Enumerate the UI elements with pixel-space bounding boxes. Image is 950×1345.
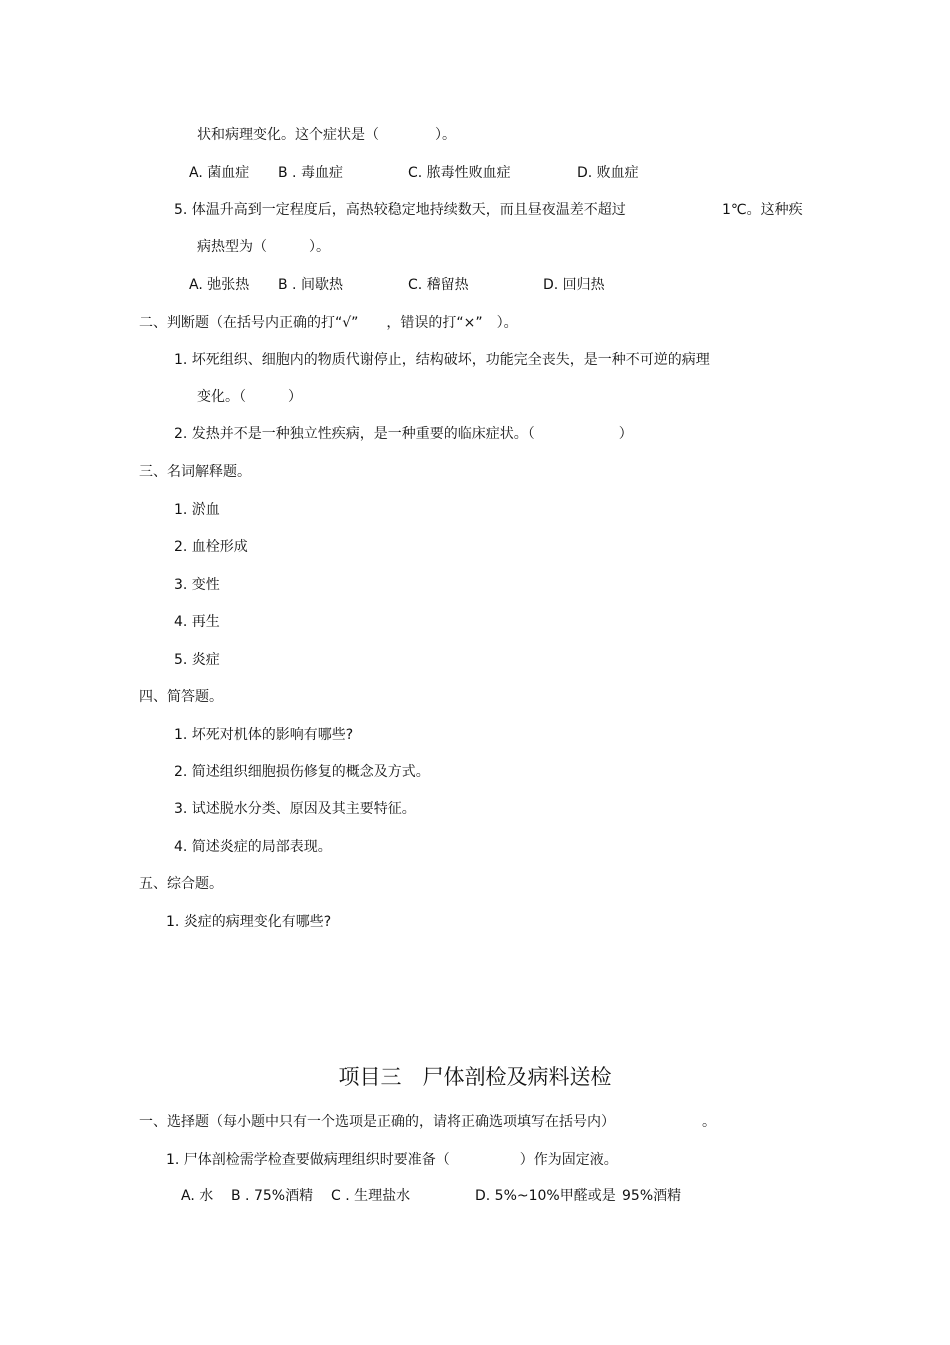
short-answer-item: 1. 坏死对机体的影响有哪些? [174, 727, 354, 743]
short-answer-item: 4. 简述炎症的局部表现。 [174, 839, 332, 855]
q5-option-d: D. 回归热 [543, 277, 605, 293]
choice-q1-option-d: D. 5%~10%甲醛或是 [475, 1188, 616, 1204]
project-title: 项目三 尸体剖检及病料送检 [338, 1065, 612, 1089]
section-heading-choice-tail: 。 [702, 1114, 716, 1130]
choice-q1-option-b: B . 75%酒精 [231, 1188, 314, 1204]
judgement-q2: 2. 发热并不是一种独立性疾病，是一种重要的临床症状。（ ） [174, 426, 633, 442]
q5-option-c: C. 稽留热 [408, 277, 469, 293]
term-item: 4. 再生 [174, 614, 220, 630]
q5-continuation: 病热型为（ ）。 [197, 239, 330, 255]
section-heading-short-answer: 四、简答题。 [139, 689, 223, 705]
section-heading-judgement: 二、判断题（在括号内正确的打“√” ，错误的打“×” ）。 [139, 315, 518, 331]
choice-q1-option-c: C . 生理盐水 [331, 1188, 411, 1204]
choice-q1-option-a: A. 水 [181, 1188, 214, 1204]
section-heading-terms: 三、名词解释题。 [139, 464, 251, 480]
section-heading-comprehensive: 五、综合题。 [139, 876, 223, 892]
q4-option-a: A. 菌血症 [189, 165, 250, 181]
section-heading-choice: 一、选择题（每小题中只有一个选项是正确的，请将正确选项填写在括号内） [139, 1114, 615, 1130]
q5-option-a: A. 弛张热 [189, 277, 250, 293]
q5-text: 5. 体温升高到一定程度后，高热较稳定地持续数天，而且昼夜温差不超过 [174, 202, 626, 218]
term-item: 1. 淤血 [174, 502, 220, 518]
term-item: 3. 变性 [174, 577, 220, 593]
judgement-q1-continuation: 变化。（ ） [197, 389, 302, 405]
q5-temperature: 1℃。这种疾 [722, 202, 803, 218]
term-item: 5. 炎症 [174, 652, 220, 668]
q4-option-d: D. 败血症 [577, 165, 639, 181]
q4-option-c: C. 脓毒性败血症 [408, 165, 511, 181]
choice-q1-option-d-alt: 95%酒精 [622, 1188, 682, 1204]
q5-option-b: B . 间歇热 [278, 277, 343, 293]
judgement-q1: 1. 坏死组织、细胞内的物质代谢停止，结构破坏，功能完全丧失，是一种不可逆的病理 [174, 352, 710, 368]
term-item: 2. 血栓形成 [174, 539, 248, 555]
comprehensive-q1: 1. 炎症的病理变化有哪些? [166, 914, 332, 930]
q4-continuation: 状和病理变化。这个症状是（ ）。 [197, 127, 456, 143]
short-answer-item: 3. 试述脱水分类、原因及其主要特征。 [174, 801, 416, 817]
short-answer-item: 2. 简述组织细胞损伤修复的概念及方式。 [174, 764, 430, 780]
q4-option-b: B . 毒血症 [278, 165, 343, 181]
choice-q1: 1. 尸体剖检需学检查要做病理组织时要准备（ ）作为固定液。 [166, 1152, 618, 1168]
